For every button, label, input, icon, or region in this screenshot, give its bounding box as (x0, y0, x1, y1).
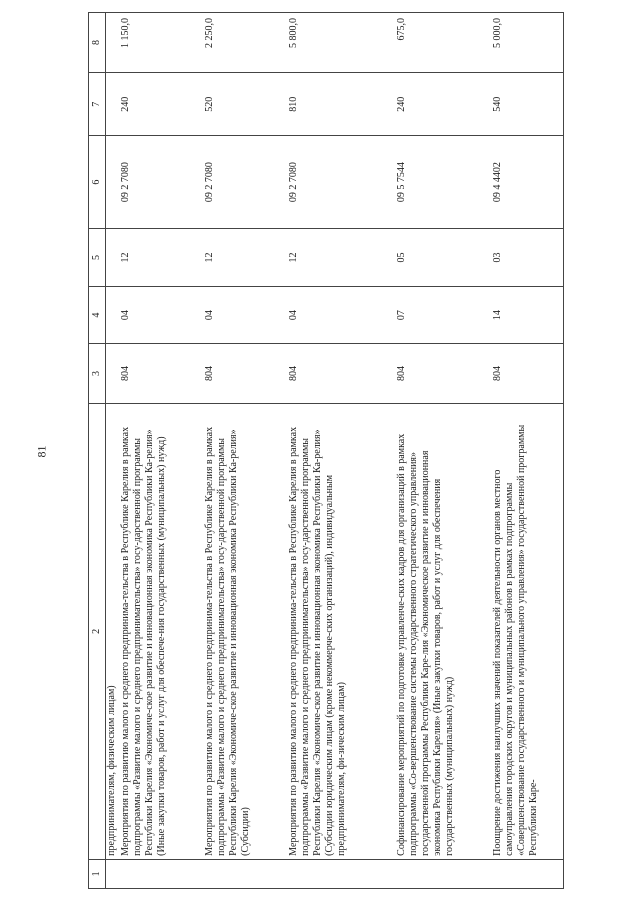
row-target-article: 09 5 7544 (395, 136, 491, 228)
row-admin-code: 804 (287, 343, 395, 403)
row-expense-type: 240 (395, 73, 491, 136)
row-expense-type: 540 (491, 73, 563, 136)
table-row (119, 13, 203, 889)
row-subsection: 12 (287, 228, 395, 286)
row-amount: 675,0 (395, 13, 491, 73)
row-name: Мероприятия по развитию малого и среднего предпринима-тельства в Республике Карелия в рамках подпрограммы «Развитие малого и среднего предпринимательства» госу-дарственной программы Республики Карелия «Экономиче-ское развитие и инновационная экономика Республики Ка-релия» (Иные закупки товаров, работ и услуг для обеспече-ния государственных (муниципальных) нужд) (119, 403, 203, 859)
page-number: 81 (34, 445, 49, 458)
table-row (287, 13, 395, 889)
row-amount: 5 800,0 (287, 13, 395, 73)
row-admin-code: 804 (395, 343, 491, 403)
header-row (89, 13, 106, 889)
header-col-2: 2 (89, 403, 106, 859)
row-subsection: 12 (203, 228, 287, 286)
row-section: 14 (491, 287, 563, 344)
table-row (395, 13, 491, 889)
row-admin-code: 804 (203, 343, 287, 403)
row-target-article: 09 2 7080 (203, 136, 287, 228)
header-col-7: 7 (89, 73, 106, 136)
header-col-1: 1 (89, 859, 106, 888)
header-col-4: 4 (89, 287, 106, 344)
row-expense-type: 810 (287, 73, 395, 136)
table-row (203, 13, 287, 889)
row-amount: 2 250,0 (203, 13, 287, 73)
header-col-8: 8 (89, 13, 106, 73)
header-col-5: 5 (89, 228, 106, 286)
row-subsection: 05 (395, 228, 491, 286)
row-section: 04 (287, 287, 395, 344)
budget-table (88, 12, 564, 889)
row-subsection: 12 (119, 228, 203, 286)
header-col-6: 6 (89, 136, 106, 228)
row-admin-code: 804 (119, 343, 203, 403)
row-name: Поощрение достижения наилучших значений показателей деятельности органов местного самоуправления городских округов и муниципальных районов в рамках подпрограммы «Совершенствование государственного и муниципального управления» государственной программы Республики Каре- (491, 403, 563, 859)
continuation-text: предпринимателям, физическим лицам) (106, 403, 120, 859)
row-target-article: 09 2 7080 (287, 136, 395, 228)
row-section: 04 (203, 287, 287, 344)
budget-table-rotated (88, 12, 628, 889)
row-section: 04 (119, 287, 203, 344)
row-name: Мероприятия по развитию малого и среднего предпринима-тельства в Республике Карелия в рамках подпрограммы «Развитие малого и среднего предпринимательства» госу-дарственной программы Республики Карелия «Экономиче-ское развитие и инновационная экономика Республики Ка-релия» (Субсидии) (203, 403, 287, 859)
row-admin-code: 804 (491, 343, 563, 403)
row-name: Мероприятия по развитию малого и среднего предпринима-тельства в Республике Карелия в рамках подпрограммы «Развитие малого и среднего предпринимательства» госу-дарственной программы Республики Карелия «Экономиче-ское развитие и инновационная экономика Республики Ка-релия» (Субсидии юридическим лицам (кроме некоммерче-ских организаций), индивидуальным предпринимателям, фи-зическим лицам) (287, 403, 395, 859)
table-row (491, 13, 563, 889)
row-amount: 1 150,0 (119, 13, 203, 73)
row-expense-type: 520 (203, 73, 287, 136)
row-section: 07 (395, 287, 491, 344)
continuation-row (106, 13, 120, 889)
header-col-3: 3 (89, 343, 106, 403)
row-name: Софинансирование мероприятий по подготовке управленче-ских кадров для организаций в рамках подпрограммы «Со-вершенствование системы государственного стратегического управления» государственной программы Республики Каре-лия «Экономическое развитие и инновационная экономика Республики Карелия» (Иные закупки товаров, работ и услуг для обеспечения государственных (муниципальных) нужд) (395, 403, 491, 859)
row-target-article: 09 4 4402 (491, 136, 563, 228)
row-target-article: 09 2 7080 (119, 136, 203, 228)
row-subsection: 03 (491, 228, 563, 286)
row-amount: 5 000,0 (491, 13, 563, 73)
row-expense-type: 240 (119, 73, 203, 136)
